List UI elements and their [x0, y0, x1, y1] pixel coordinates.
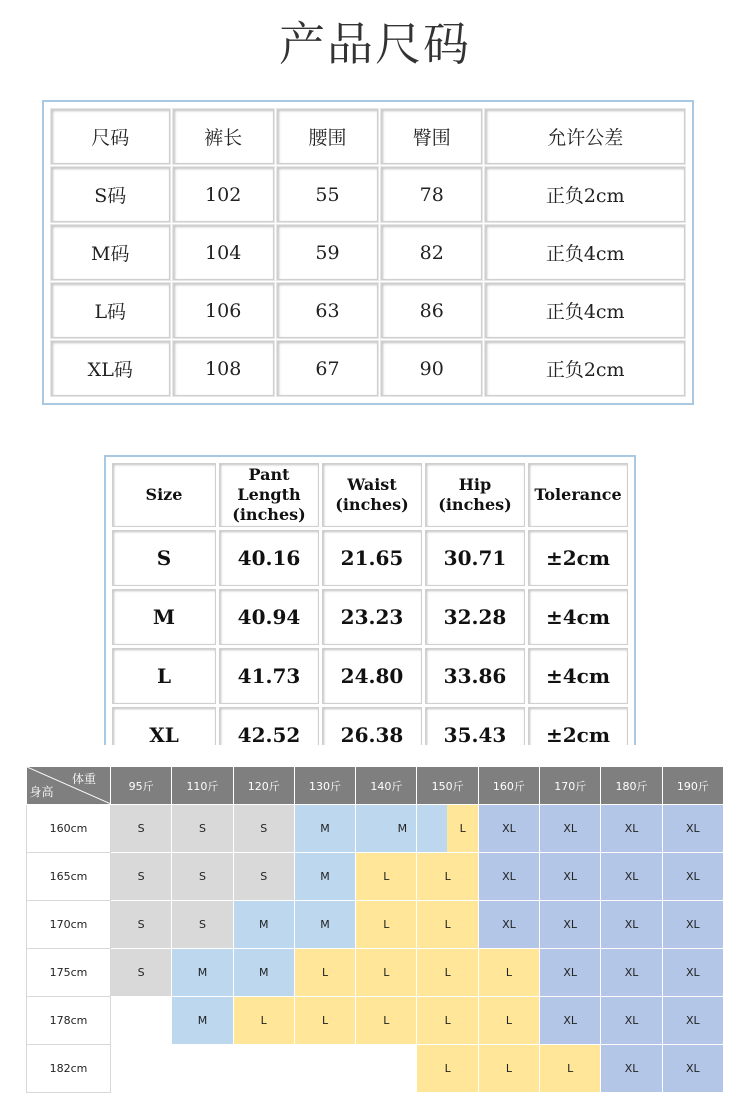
weight-header: 95斤 [111, 767, 172, 805]
header-cell [528, 463, 628, 527]
table-cell: 82 [381, 225, 482, 280]
header-cell: 臀围 [381, 109, 482, 164]
size-cell: XL [662, 853, 723, 901]
table-cell: 86 [381, 283, 482, 338]
size-cell: S [111, 853, 172, 901]
table-cell: XL [112, 707, 216, 745]
table-cell: M码 [51, 225, 170, 280]
table-cell: 正负4cm [485, 283, 685, 338]
size-cell: XL [540, 949, 601, 997]
size-cell: XL [478, 805, 539, 853]
header-cell [322, 463, 422, 527]
size-cell: S [172, 805, 233, 853]
size-cell: XL [540, 805, 601, 853]
height-label: 165cm [27, 853, 111, 901]
table-cell: 正负2cm [485, 341, 685, 396]
size-cell: M [233, 901, 294, 949]
size-cell: XL [601, 997, 662, 1045]
table-header-row [112, 463, 628, 527]
size-cell: M [294, 901, 355, 949]
page-title: 产品尺码 [279, 17, 471, 71]
chart-row [27, 997, 724, 1045]
size-cell: L [540, 1045, 601, 1093]
size-cell: M [172, 997, 233, 1045]
size-value: M [397, 822, 408, 835]
table-cell: XL码 [51, 341, 170, 396]
size-cell: S [233, 853, 294, 901]
table-row [51, 167, 685, 222]
size-cell: L [356, 901, 417, 949]
table-cell: L码 [51, 283, 170, 338]
table-row [51, 283, 685, 338]
height-label: 182cm [27, 1045, 111, 1093]
header-line: Tolerance [534, 485, 622, 504]
table-cell: 63 [277, 283, 378, 338]
table-cell: 59 [277, 225, 378, 280]
table-row [51, 225, 685, 280]
table-cell: 67 [277, 341, 378, 396]
size-cell: M [233, 949, 294, 997]
header-line: Waist [347, 475, 397, 494]
header-unit: (inches) [438, 495, 512, 514]
size-cell: S [111, 949, 172, 997]
height-label: 178cm [27, 997, 111, 1045]
size-cell: XL [540, 901, 601, 949]
table-cell: 23.23 [322, 589, 422, 645]
weight-header: 170斤 [540, 767, 601, 805]
table-row [112, 707, 628, 745]
size-cell: XL [601, 901, 662, 949]
size-cell: XL [662, 805, 723, 853]
table-cell: ±4cm [528, 589, 628, 645]
table-cell: 32.28 [425, 589, 525, 645]
size-cell: M [294, 805, 355, 853]
size-cell: L [417, 949, 478, 997]
table-row [51, 341, 685, 396]
size-cell: S [233, 805, 294, 853]
table-cell: L [112, 648, 216, 704]
size-cell: L [233, 997, 294, 1045]
height-label: 175cm [27, 949, 111, 997]
size-cell: XL [601, 853, 662, 901]
table-cell: 90 [381, 341, 482, 396]
size-cell: S [172, 853, 233, 901]
chart-row [27, 805, 724, 853]
corner-weight-label: 体重 [71, 772, 96, 786]
weight-header: 150斤 [417, 767, 478, 805]
size-cell [417, 805, 478, 853]
size-cell [356, 805, 417, 853]
table-cell: S码 [51, 167, 170, 222]
chart-row [27, 853, 724, 901]
header-cell: 尺码 [51, 109, 170, 164]
height-label: 160cm [27, 805, 111, 853]
size-cell: L [417, 853, 478, 901]
size-cell: XL [601, 949, 662, 997]
size-cell: L [478, 1045, 539, 1093]
weight-header: 140斤 [356, 767, 417, 805]
chart-corner [27, 767, 111, 805]
corner-height-label: 身高 [29, 785, 54, 799]
size-cell: XL [478, 901, 539, 949]
size-cell-empty [111, 1045, 172, 1093]
chart-row [27, 1045, 724, 1093]
size-cell: M [294, 853, 355, 901]
table-cell: 33.86 [425, 648, 525, 704]
size-cell-empty [172, 1045, 233, 1093]
weight-header: 120斤 [233, 767, 294, 805]
size-cell: S [111, 901, 172, 949]
height-label: 170cm [27, 901, 111, 949]
weight-header: 190斤 [662, 767, 723, 805]
table-cell: 正负4cm [485, 225, 685, 280]
table-cell: ±2cm [528, 707, 628, 745]
header-line: Size [145, 485, 183, 504]
table-row [112, 530, 628, 586]
header-line: Hip [458, 475, 492, 494]
split-right: L [447, 805, 477, 852]
header-cell: 裤长 [173, 109, 274, 164]
table-cell: 21.65 [322, 530, 422, 586]
size-cell: L [356, 853, 417, 901]
table-cell: 104 [173, 225, 274, 280]
size-cell-empty [294, 1045, 355, 1093]
size-cell: XL [662, 949, 723, 997]
table-cell: 102 [173, 167, 274, 222]
table-cell: 41.73 [219, 648, 319, 704]
header-cell [219, 463, 319, 527]
header-cell: 腰围 [277, 109, 378, 164]
size-cell: XL [540, 997, 601, 1045]
size-cell: L [294, 949, 355, 997]
size-table-cn [42, 100, 694, 405]
table-row [112, 589, 628, 645]
chart-header-row [27, 767, 724, 805]
weight-header: 110斤 [172, 767, 233, 805]
table-cell: 正负2cm [485, 167, 685, 222]
size-cell: XL [601, 1045, 662, 1093]
size-cell: M [172, 949, 233, 997]
table-header-row [51, 109, 685, 164]
table-cell: 42.52 [219, 707, 319, 745]
size-cell: L [417, 901, 478, 949]
table-cell: 35.43 [425, 707, 525, 745]
size-cell-empty [233, 1045, 294, 1093]
table-row [112, 648, 628, 704]
header-cell: 允许公差 [485, 109, 685, 164]
table-cell: 24.80 [322, 648, 422, 704]
split-left [417, 805, 447, 852]
size-cell: XL [601, 805, 662, 853]
table-cell: ±4cm [528, 648, 628, 704]
size-cell-empty [356, 1045, 417, 1093]
table-cell: 55 [277, 167, 378, 222]
table-cell: ±2cm [528, 530, 628, 586]
height-weight-chart [26, 767, 724, 1093]
table-cell: 30.71 [425, 530, 525, 586]
chart-row [27, 949, 724, 997]
table-cell: 40.16 [219, 530, 319, 586]
split-cell [417, 805, 477, 852]
table-cell: M [112, 589, 216, 645]
size-cell: XL [540, 853, 601, 901]
size-cell: L [356, 997, 417, 1045]
size-cell: L [356, 949, 417, 997]
header-unit: (inches) [232, 505, 306, 524]
table-cell: 78 [381, 167, 482, 222]
size-cell: L [417, 1045, 478, 1093]
size-cell: S [111, 805, 172, 853]
size-cell: XL [478, 853, 539, 901]
weight-header: 130斤 [294, 767, 355, 805]
header-line: Pant Length [237, 465, 301, 504]
table-cell: S [112, 530, 216, 586]
size-cell: XL [662, 997, 723, 1045]
size-table-en [104, 455, 636, 745]
size-cell: S [172, 901, 233, 949]
weight-header: 160斤 [478, 767, 539, 805]
size-cell: L [417, 997, 478, 1045]
table-cell: 108 [173, 341, 274, 396]
size-cell: XL [662, 1045, 723, 1093]
header-cell [112, 463, 216, 527]
table-cell: 106 [173, 283, 274, 338]
size-cell: L [478, 997, 539, 1045]
size-cell: L [294, 997, 355, 1045]
chart-row [27, 901, 724, 949]
table-cell: 40.94 [219, 589, 319, 645]
table-cell: 26.38 [322, 707, 422, 745]
size-cell: XL [662, 901, 723, 949]
header-cell [425, 463, 525, 527]
header-unit: (inches) [335, 495, 409, 514]
size-cell-empty [111, 997, 172, 1045]
weight-header: 180斤 [601, 767, 662, 805]
size-cell: L [478, 949, 539, 997]
